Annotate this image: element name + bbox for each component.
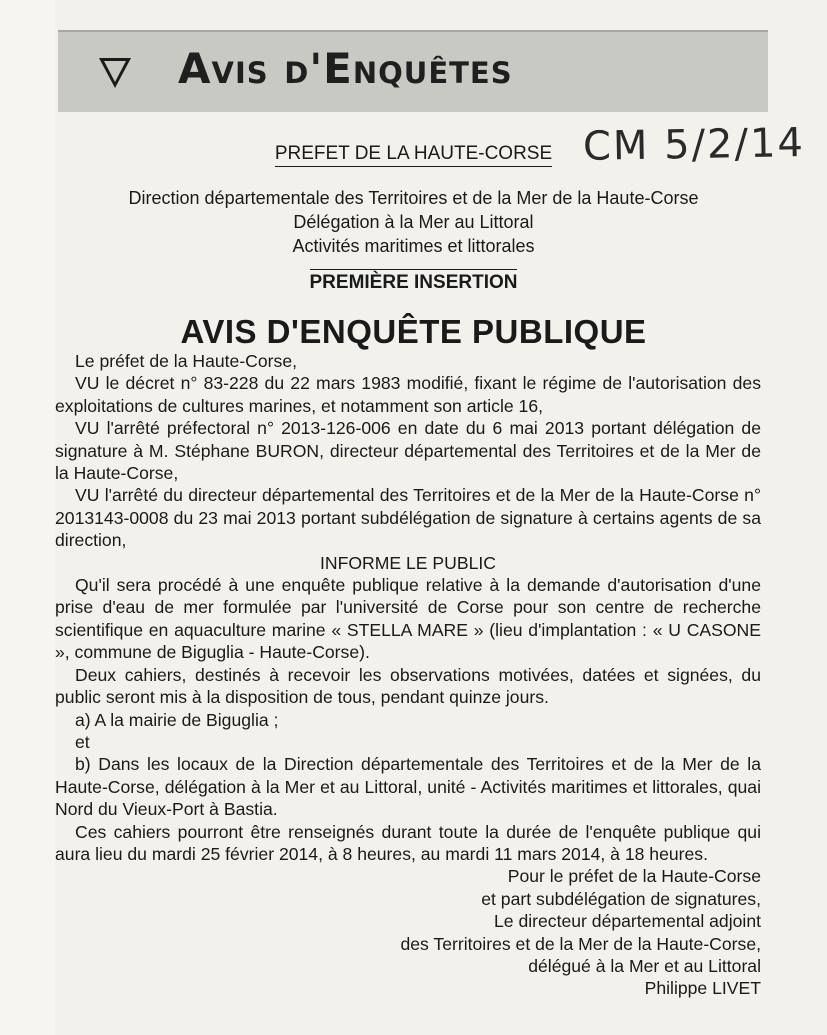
section-title: Avis d'Enquêtes <box>178 44 513 93</box>
direction-line: Direction départementale des Territoires et de la Mer de la Haute-Corse <box>128 188 699 208</box>
signature-line: Pour le préfet de la Haute-Corse <box>507 866 761 887</box>
direction-block <box>0 186 827 258</box>
signature-line: délégué à la Mer et au Littoral <box>528 955 761 976</box>
paragraph: VU le décret n° 83-228 du 22 mars 1983 modifié, fixant le régime de l'autorisation des exploitations de cultures marines, et notamment son article 16, <box>55 373 761 416</box>
paragraph: Le préfet de la Haute-Corse, <box>75 351 298 371</box>
issuer-label: PREFET DE LA HAUTE-CORSE <box>275 143 552 167</box>
paragraph: Qu'il sera procédé à une enquête publique relative à la demande d'autorisation d'une prise d'eau de mer formulée par l'université de Corse pour son centre de recherche scientifique en aquaculture marine « STELLA MARE » (lieu d'implantation : « U CASONE », commune de Biguglia - Haute-Corse). <box>55 575 761 663</box>
paragraph: VU l'arrêté du directeur départemental des Territoires et de la Mer de la Haute-Corse n° 2013143-0008 du 23 mai 2013 portant subdélégation de signature à certains agents de sa direction, <box>55 485 761 551</box>
notice-body <box>55 350 761 1000</box>
paragraph: Deux cahiers, destinés à recevoir les observations motivées, datées et signées, du public seront mis à la disposition de tous, pendant quinze jours. <box>55 664 761 708</box>
issuer <box>0 143 827 165</box>
insertion-label-wrap <box>0 272 827 294</box>
triangle-down-icon <box>99 58 131 88</box>
signature-line: et part subdélégation de signatures, <box>481 888 761 909</box>
insertion-label: PREMIÈRE INSERTION <box>310 269 518 293</box>
notice-title: AVIS D'ENQUÊTE PUBLIQUE <box>180 313 647 350</box>
handwritten-note: CM 5/2/14 <box>582 120 806 170</box>
direction-line: Activités maritimes et littorales <box>292 236 535 256</box>
paragraph: Ces cahiers pourront être renseignés durant toute la durée de l'enquête publique qui aura lieu du mardi 25 février 2014, à 8 heures, au mardi 11 mars 2014, à 18 heures. <box>55 821 761 864</box>
paragraph: et <box>75 731 90 752</box>
signature-line: des Territoires et de la Mer de la Haute-Corse, <box>400 933 761 954</box>
signature-line: Le directeur départemental adjoint <box>493 911 761 932</box>
paragraph: b) Dans les locaux de la Direction départementale des Territoires et de la Mer de la Haute-Corse, délégation à la Mer et au Littoral, unité - Activités maritimes et littorales, quai Nord du Vieux-Port à Bastia. <box>55 754 761 820</box>
direction-line: Délégation à la Mer au Littoral <box>293 212 534 232</box>
paragraph: VU l'arrêté préfectoral n° 2013-126-006 en date du 6 mai 2013 portant délégation de signature à M. Stéphane BURON, directeur départemental des Territoires et de la Mer de la Haute-Corse, <box>55 418 761 484</box>
signature-name: Philippe LIVET <box>644 978 761 999</box>
informe-heading: INFORME LE PUBLIC <box>320 552 496 573</box>
paragraph: a) A la mairie de Biguglia ; <box>75 709 279 730</box>
